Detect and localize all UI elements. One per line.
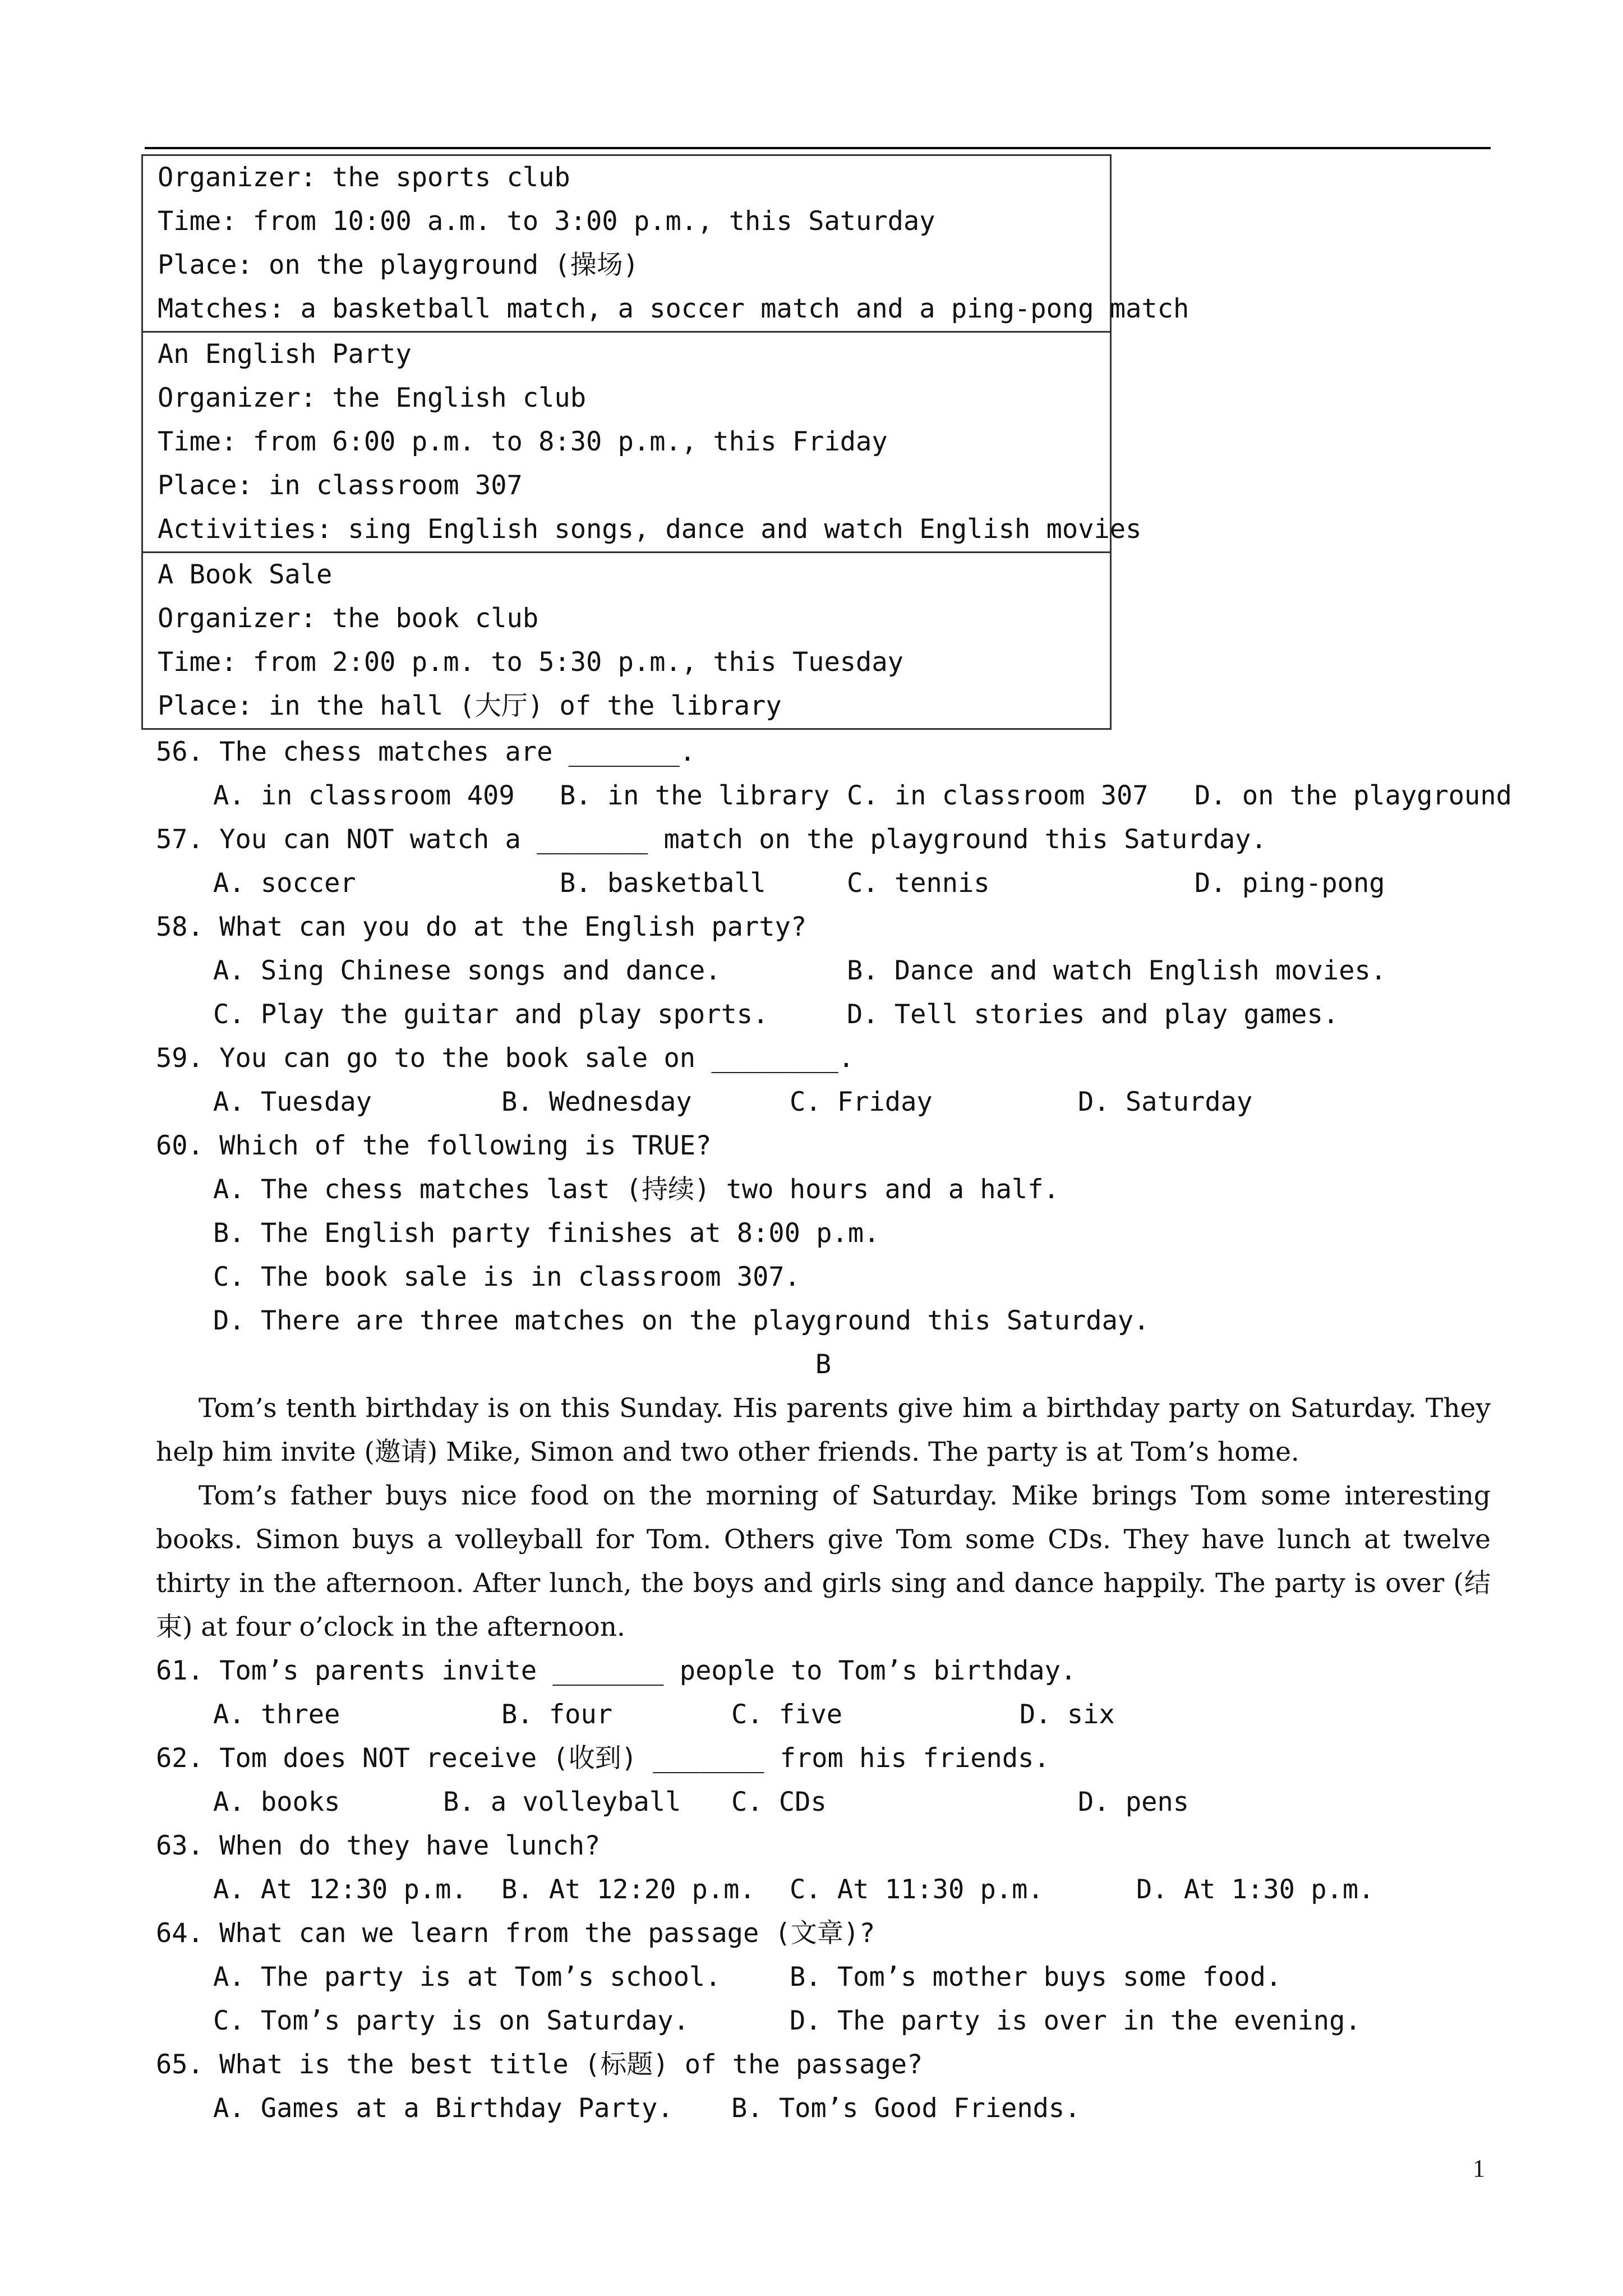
option-b: B. basketball xyxy=(560,868,766,899)
header-rule xyxy=(145,147,1491,149)
question-58-options-row1 xyxy=(156,949,1491,993)
question-60-option-c-row xyxy=(156,1255,1491,1299)
option-c: C. The book sale is in classroom 307. xyxy=(213,1262,800,1292)
option-a: A. Games at a Birthday Party. xyxy=(213,2093,674,2124)
passage-paragraph: Tom’s father buys nice food on the morning of Saturday. Mike brings Tom some interesting books. Simon buys a volleyball for Tom. Others give Tom some CDs. They have lunch at twelve thirty in the afternoon. After lunch, the boys and girls sing and dance happily. The party is over (结束) at four o’clock in the afternoon. xyxy=(156,1480,1491,1642)
question-56-options xyxy=(156,774,1512,818)
question-58-stem: 58. What can you do at the English party? xyxy=(156,912,807,942)
notice-line: Place: on the playground (操场) xyxy=(158,250,639,280)
option-b: B. Tom’s Good Friends. xyxy=(731,2093,1081,2124)
question-60-option-b-row xyxy=(156,1212,1491,1255)
question-61-stem: 61. Tom’s parents invite _______ people to Tom’s birthday. xyxy=(156,1655,1077,1686)
question-65-options xyxy=(156,2087,1491,2131)
option-b: B. Tom’s mother buys some food. xyxy=(790,1962,1282,1993)
question-62-options xyxy=(156,1780,1491,1824)
option-b: B. Wednesday xyxy=(501,1087,692,1117)
option-c: C. in classroom 307 xyxy=(847,780,1149,811)
option-d: D. Tell stories and play games. xyxy=(847,999,1339,1030)
option-d: D. There are three matches on the playground this Saturday. xyxy=(213,1305,1150,1336)
question-59-stem: 59. You can go to the book sale on ________. xyxy=(156,1043,855,1074)
option-b: B. At 12:20 p.m. xyxy=(501,1874,755,1905)
notice-line: Time: from 2:00 p.m. to 5:30 p.m., this Tuesday xyxy=(158,647,903,678)
option-a: A. Tuesday xyxy=(213,1087,372,1117)
notice-line: Matches: a basketball match, a soccer match and a ping-pong match xyxy=(158,293,1189,324)
passage-paragraph: Tom’s tenth birthday is on this Sunday. His parents give him a birthday party on Saturday. They help him invite (邀请) Mike, Simon and two other friends. The party is at Tom’s home. xyxy=(156,1393,1491,1467)
question-57-options xyxy=(156,862,1491,905)
question-61-options xyxy=(156,1693,1491,1737)
option-a: A. three xyxy=(213,1699,340,1730)
question-63-stem: 63. When do they have lunch? xyxy=(156,1830,601,1861)
notice-line: Organizer: the sports club xyxy=(158,162,570,193)
option-c: C. tennis xyxy=(847,868,990,899)
notice-line: Time: from 6:00 p.m. to 8:30 p.m., this Friday xyxy=(158,426,888,457)
notice-sports xyxy=(141,154,1189,333)
question-area xyxy=(156,730,1512,2131)
option-c: C. Play the guitar and play sports. xyxy=(213,999,769,1030)
notice-table xyxy=(141,156,1189,730)
option-a: A. The party is at Tom’s school. xyxy=(213,1962,721,1993)
notice-line: Place: in the hall (大厅) of the library xyxy=(158,691,782,721)
option-c: C. five xyxy=(731,1699,843,1730)
notice-line: Place: in classroom 307 xyxy=(158,470,523,501)
notice-line: Organizer: the book club xyxy=(158,603,539,634)
question-60-option-a-row xyxy=(156,1168,1491,1212)
question-64-options-row1 xyxy=(156,1955,1491,1999)
option-b: B. a volleyball xyxy=(443,1787,681,1818)
option-d: D. six xyxy=(1020,1699,1115,1730)
question-60-option-d-row xyxy=(156,1299,1491,1343)
question-58-options-row2 xyxy=(156,993,1491,1037)
question-64-stem: 64. What can we learn from the passage (文章)? xyxy=(156,1918,875,1949)
option-a: A. soccer xyxy=(213,868,356,899)
notice-title: An English Party xyxy=(158,339,412,370)
question-64-options-row2 xyxy=(156,1999,1491,2043)
option-b: B. The English party finishes at 8:00 p.m. xyxy=(213,1218,880,1249)
option-c: C. At 11:30 p.m. xyxy=(790,1874,1044,1905)
question-65-stem: 65. What is the best title (标题) of the passage? xyxy=(156,2049,923,2080)
passage xyxy=(156,1387,1491,1649)
option-c: C. CDs xyxy=(731,1787,827,1818)
option-c: C. Friday xyxy=(790,1087,933,1117)
option-b: B. in the library xyxy=(560,780,830,811)
page-number: 1 xyxy=(1473,2155,1485,2182)
question-57-stem: 57. You can NOT watch a _______ match on the playground this Saturday. xyxy=(156,824,1267,855)
option-d: D. ping-pong xyxy=(1195,868,1385,899)
option-a: A. Sing Chinese songs and dance. xyxy=(213,955,721,986)
notice-book-sale xyxy=(141,551,1112,730)
option-b: B. four xyxy=(501,1699,613,1730)
option-a: A. At 12:30 p.m. xyxy=(213,1874,467,1905)
option-b: B. Dance and watch English movies. xyxy=(847,955,1387,986)
notice-line: Time: from 10:00 a.m. to 3:00 p.m., this Saturday xyxy=(158,206,935,237)
question-60-stem: 60. Which of the following is TRUE? xyxy=(156,1130,712,1161)
option-d: D. At 1:30 p.m. xyxy=(1136,1874,1375,1905)
option-d: D. pens xyxy=(1078,1787,1189,1818)
notice-title: A Book Sale xyxy=(158,559,333,590)
option-a: A. in classroom 409 xyxy=(213,780,515,811)
notice-english-party xyxy=(141,331,1142,553)
option-d: D. The party is over in the evening. xyxy=(790,2005,1361,2036)
question-62-stem: 62. Tom does NOT receive (收到) _______ from his friends. xyxy=(156,1743,1050,1774)
notice-line: Organizer: the English club xyxy=(158,383,587,413)
section-b-label: B xyxy=(815,1349,832,1380)
question-59-options xyxy=(156,1080,1491,1124)
option-c: C. Tom’s party is on Saturday. xyxy=(213,2005,689,2036)
option-a: A. The chess matches last (持续) two hours and a half. xyxy=(213,1174,1059,1205)
option-d: D. Saturday xyxy=(1078,1087,1253,1117)
notice-line: Activities: sing English songs, dance and watch English movies xyxy=(158,514,1142,545)
option-d: D. on the playground xyxy=(1195,780,1512,811)
option-a: A. books xyxy=(213,1787,340,1818)
question-63-options xyxy=(156,1868,1491,1912)
question-56-stem: 56. The chess matches are _______. xyxy=(156,737,696,767)
